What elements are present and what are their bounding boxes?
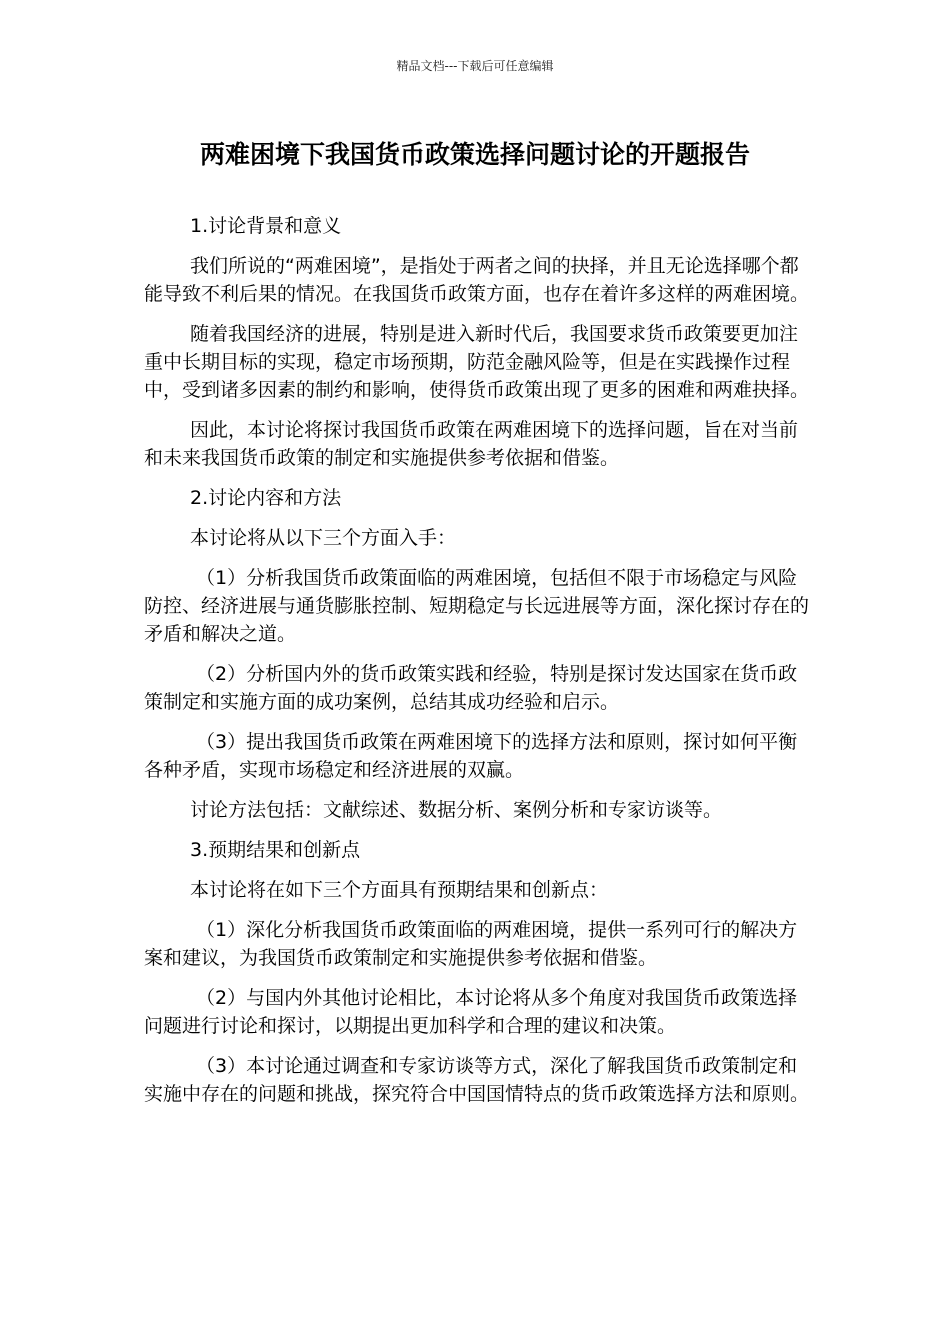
content-item-3: （3）提出我国货币政策在两难困境下的选择方法和原则，探讨如何平衡各种矛盾，实现市场稳定和经济进展的双赢。	[144, 731, 798, 781]
section-heading-background: 1.讨论背景和意义	[190, 215, 342, 237]
result-item-1: （1）深化分析我国货币政策面临的两难困境，提供一系列可行的解决方案和建议，为我国货币政策制定和实施提供参考依据和借鉴。	[144, 919, 798, 969]
paragraph-methods: 讨论方法包括：文献综述、数据分析、案例分析和专家访谈等。	[190, 799, 723, 821]
paragraph-context: 随着我国经济的进展，特别是进入新时代后，我国要求货币政策要更加注重中长期目标的实现，稳定市场预期，防范金融风险等，但是在实践操作过程中，受到诸多因素的制约和影响，使得货币政策出现了更多的困难和两难抉择。	[144, 323, 810, 401]
content-item-1: （1）分析我国货币政策面临的两难困境，包括但不限于市场稳定与风险防控、经济进展与通货膨胀控制、短期稳定与长远进展等方面，深化探讨存在的矛盾和解决之道。	[144, 567, 810, 645]
paragraph-dilemma-definition: 我们所说的“两难困境”，是指处于两者之间的抉择，并且无论选择哪个都能导致不利后果的情况。在我国货币政策方面，也存在着许多这样的两难困境。	[144, 255, 810, 305]
document-title: 两难困境下我国货币政策选择问题讨论的开题报告	[199, 140, 750, 169]
section-heading-results: 3.预期结果和创新点	[190, 839, 361, 861]
header-note: 精品文档---下载后可任意编辑	[396, 59, 554, 73]
result-item-2: （2）与国内外其他讨论相比，本讨论将从多个角度对我国货币政策选择问题进行讨论和探讨，以期提出更加科学和合理的建议和决策。	[144, 987, 798, 1037]
content-item-2: （2）分析国内外的货币政策实践和经验，特别是探讨发达国家在货币政策制定和实施方面的成功案例，总结其成功经验和启示。	[144, 663, 798, 713]
section-heading-content-methods: 2.讨论内容和方法	[190, 487, 342, 509]
paragraph-results-intro: 本讨论将在如下三个方面具有预期结果和创新点：	[190, 879, 609, 901]
paragraph-purpose: 因此，本讨论将探讨我国货币政策在两难困境下的选择问题，旨在对当前和未来我国货币政策的制定和实施提供参考依据和借鉴。	[144, 419, 799, 469]
result-item-3: （3）本讨论通过调查和专家访谈等方式，深化了解我国货币政策制定和实施中存在的问题和挑战，探究符合中国国情特点的货币政策选择方法和原则。	[144, 1055, 810, 1105]
document-body	[144, 212, 812, 1120]
paragraph-content-intro: 本讨论将从以下三个方面入手：	[190, 527, 457, 549]
